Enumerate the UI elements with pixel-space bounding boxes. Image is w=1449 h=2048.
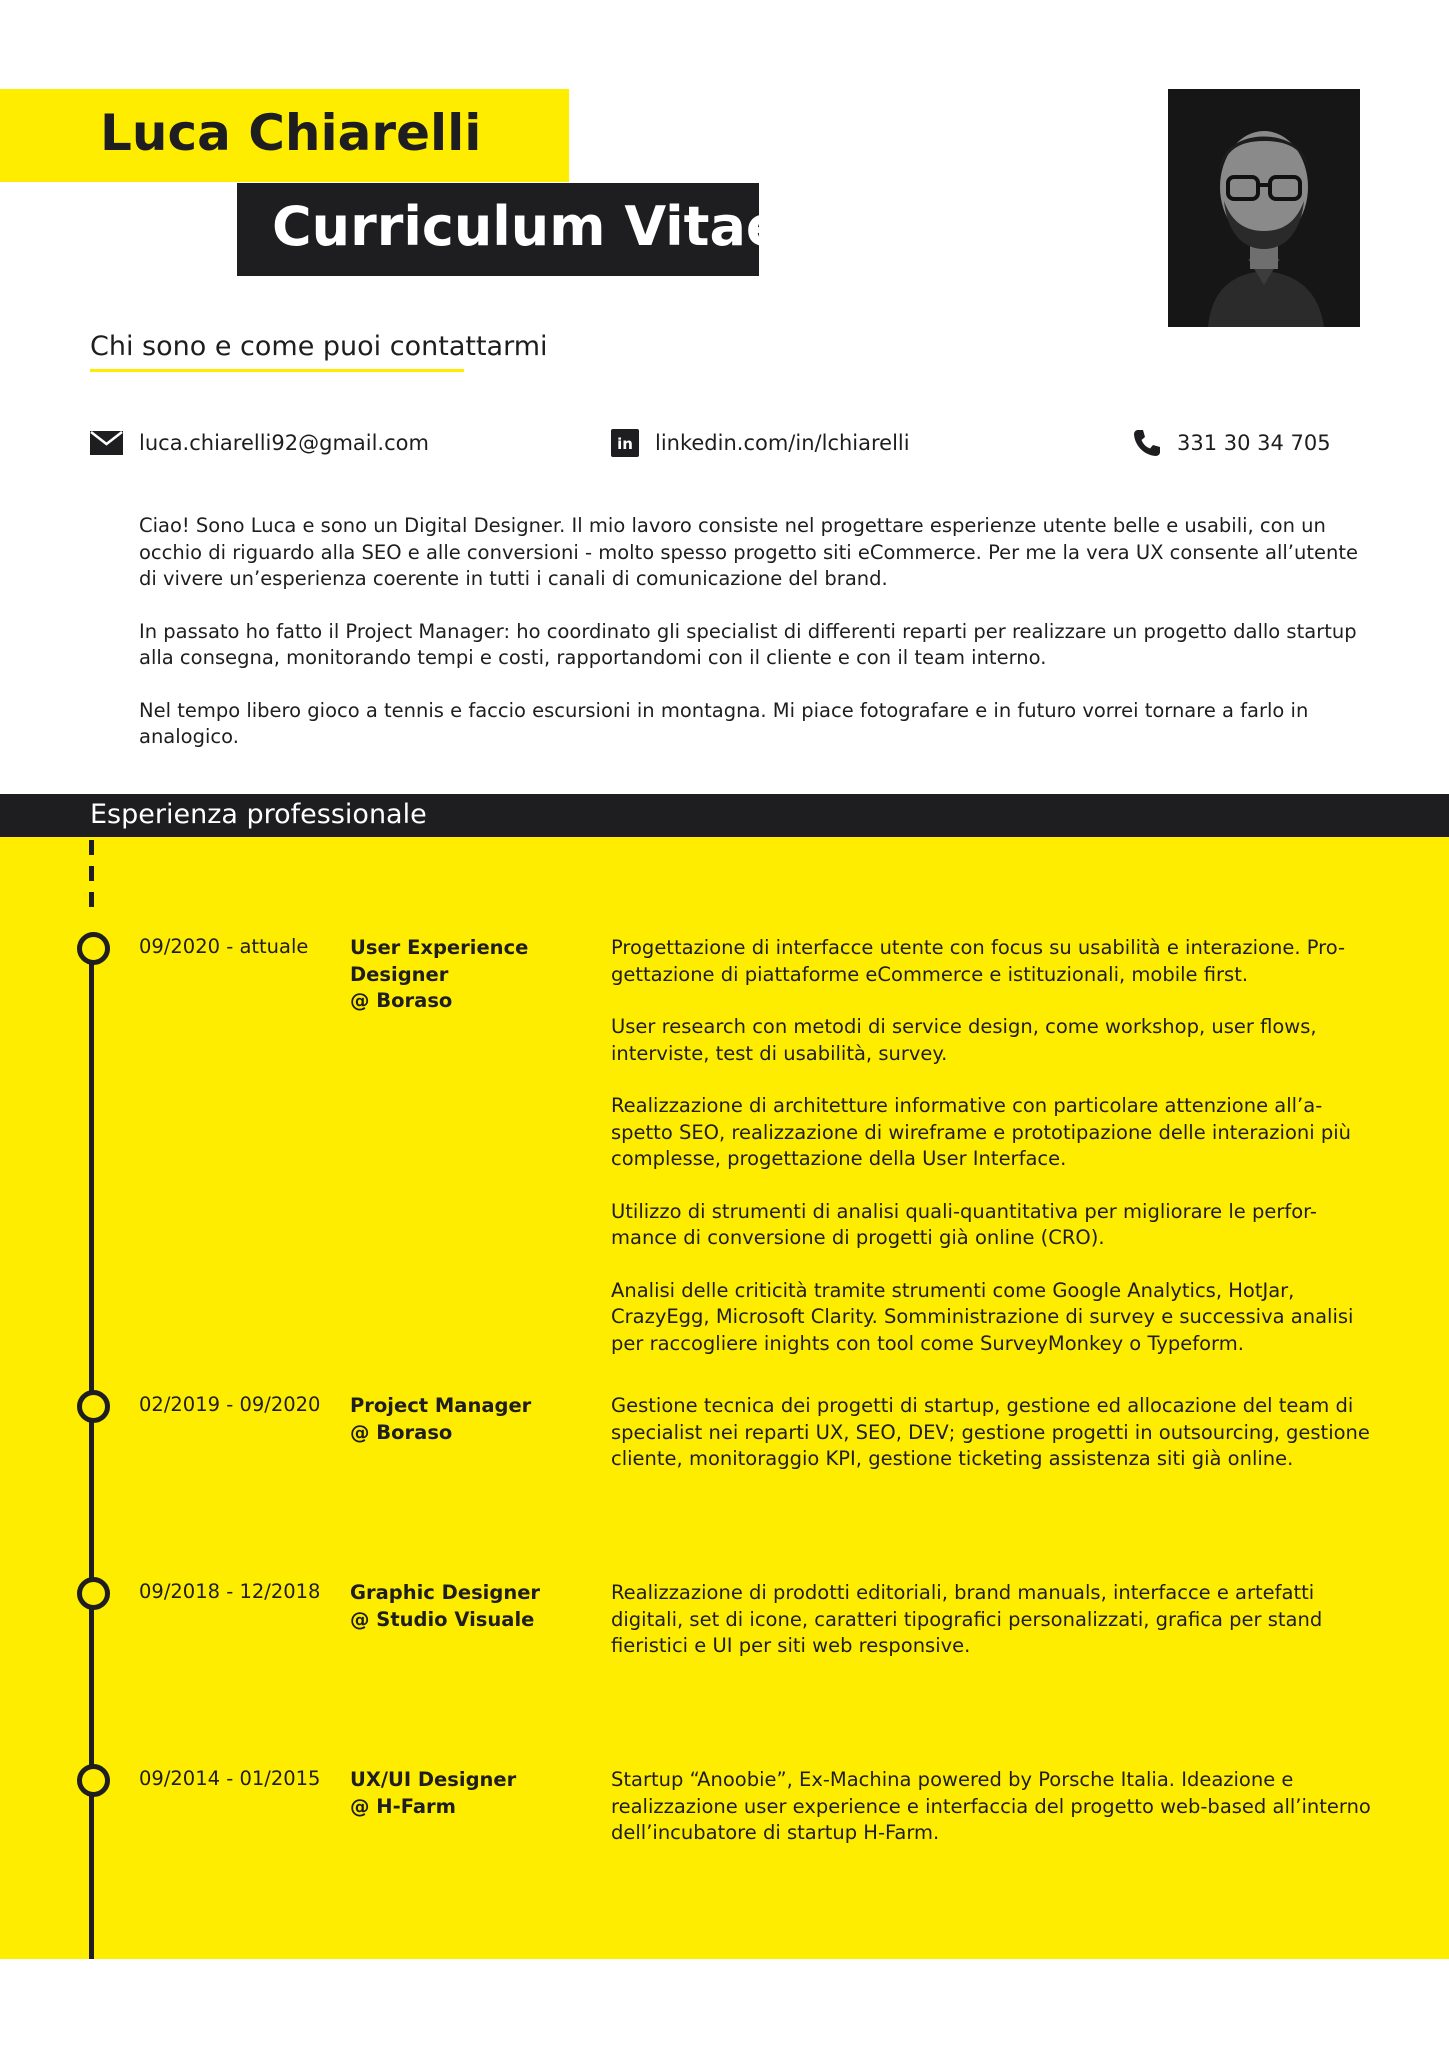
experience-section-title: Esperienza professionale (90, 799, 427, 830)
job-description-paragraph: Gestione tecnica dei progetti di startup, gestione ed allocazione del team di specialist nei reparti UX, SEO, DEV; gestione progetti in outsourcing, gestione cliente, monitoraggio KPI, gestione ticketing assistenza siti già online. (611, 1394, 1370, 1470)
job-description-paragraph: Utilizzo di strumenti di analisi quali-quantitativa per migliorare le perfor-mance di conversione di progetti già online (CRO). (611, 1199, 1317, 1249)
job-description-paragraph: Analisi delle criticità tramite strumenti come Google Analytics, HotJar, CrazyEgg, Microsoft Clarity. Somministrazione di survey e successiva analisi per raccogliere inights con tool come SurveyMonkey o Typeform. (611, 1278, 1354, 1355)
job-date: 09/2020 - attuale (139, 935, 309, 958)
job-title: User Experience Designer (350, 936, 529, 986)
job-company: @ Boraso (350, 1420, 453, 1444)
job-company: @ Studio Visuale (350, 1607, 535, 1631)
job-date: 02/2019 - 09/2020 (139, 1393, 321, 1416)
job-title: UX/UI Designer (350, 1768, 517, 1791)
about-paragraph: In passato ho fatto il Project Manager: ho coordinato gli specialist di differenti reparti per realizzare un progetto dallo startup alla consegna, monitorando tempi e costi, rapportandomi con il cliente e con il team interno. (139, 619, 1357, 669)
job-description-paragraph: User research con metodi di service design, come workshop, user flows, interviste, test di usabilità, survey. (611, 1015, 1317, 1065)
timeline-node (77, 1390, 110, 1423)
contact-email[interactable] (90, 427, 429, 459)
envelope-icon (90, 431, 123, 455)
timeline-dash (89, 840, 94, 855)
contact-linkedin[interactable] (611, 427, 910, 459)
person-name: Luca Chiarelli (100, 104, 482, 162)
job-description-paragraph: Startup “Anoobie”, Ex-Machina powered by Porsche Italia. Ideazione e realizzazione user experience e interfaccia del progetto web-based all’interno dell’incubatore di startup H-Farm. (611, 1768, 1371, 1844)
job-description (611, 935, 1371, 1357)
timeline-node (77, 1577, 110, 1610)
portrait-illustration (1168, 89, 1360, 327)
about-text (139, 513, 1364, 777)
job-company: @ H-Farm (350, 1794, 456, 1818)
about-paragraph: Nel tempo libero gioco a tennis e faccio escursioni in montagna. Mi piace fotografare e in futuro vorrei tornare a farlo in analogico. (139, 698, 1309, 748)
job-description-paragraph: Progettazione di interfacce utente con focus su usabilità e interazione. Pro-gettazione di piattaforme eCommerce e istituzionali, mobile first. (611, 936, 1346, 986)
job-description (611, 1767, 1371, 1847)
job-description-paragraph: Realizzazione di prodotti editoriali, brand manuals, interfacce e artefatti digitali, set di icone, caratteri tipografici personalizzati, grafica per stand fieristici e UI per siti web responsive. (611, 1581, 1323, 1657)
linkedin-icon (611, 429, 639, 457)
cv-title: Curriculum Vitae (272, 195, 783, 258)
timeline-dash (89, 892, 94, 907)
about-paragraph: Ciao! Sono Luca e sono un Digital Designer. Il mio lavoro consiste nel progettare esperienze utente belle e usabili, con un occhio di riguardo alla SEO e alle conversioni - molto spesso progetto siti eCommerce. Per me la vera UX consente all’utente di vivere un’esperienza coerente in tutti i canali di comunicazione del brand. (139, 514, 1358, 590)
job-role (350, 1393, 580, 1446)
timeline-node (77, 1764, 110, 1797)
job-description (611, 1393, 1371, 1473)
email-text: luca.chiarelli92@gmail.com (139, 431, 429, 455)
job-title: Project Manager (350, 1394, 532, 1417)
job-company: @ Boraso (350, 989, 453, 1012)
phone-icon (1133, 429, 1161, 457)
contact-phone[interactable] (1133, 427, 1331, 459)
section-underline (90, 369, 464, 372)
timeline-line (89, 952, 94, 1959)
job-description-paragraph: Realizzazione di architetture informative con particolare attenzione all’a-spetto SEO, realizzazione di wireframe e prototipazione delle interazioni più complesse, progettazione della User Interface. (611, 1094, 1352, 1170)
job-title: Graphic Designer (350, 1581, 541, 1604)
about-section-title: Chi sono e come puoi contattarmi (90, 331, 548, 362)
phone-text: 331 30 34 705 (1177, 431, 1331, 455)
job-role (350, 1580, 580, 1633)
profile-photo (1168, 89, 1360, 327)
svg-text:in: in (617, 435, 633, 453)
job-role (350, 935, 580, 1015)
job-description (611, 1580, 1371, 1660)
job-date: 09/2014 - 01/2015 (139, 1767, 321, 1790)
job-role (350, 1767, 580, 1820)
timeline-node (77, 932, 110, 965)
timeline-dash (89, 866, 94, 881)
job-date: 09/2018 - 12/2018 (139, 1580, 321, 1603)
linkedin-text: linkedin.com/in/lchiarelli (655, 431, 910, 455)
